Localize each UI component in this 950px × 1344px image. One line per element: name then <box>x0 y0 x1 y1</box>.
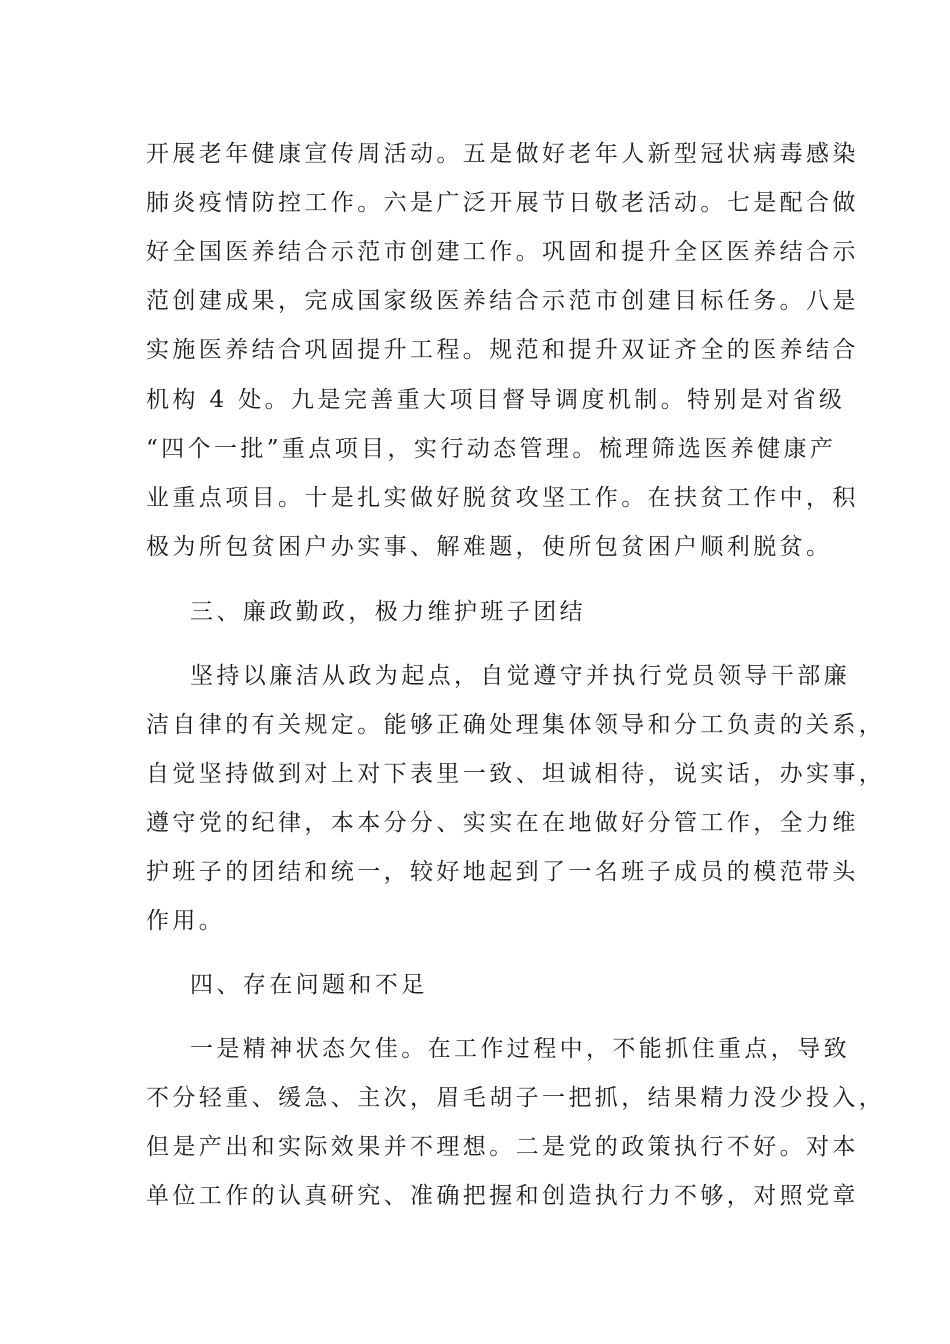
paragraph-line: 范创建成果，完成国家级医养结合示范市创建目标任务。八是 <box>146 288 859 314</box>
paragraph-line: 极为所包贫困户办实事、解难题，使所包贫困户顺利脱贫。 <box>146 534 833 560</box>
paragraph-line: 一是精神状态欠佳。在工作过程中，不能抓住重点，导致 <box>190 1036 850 1062</box>
section-heading-3: 三、廉政勤政，极力维护班子团结 <box>190 599 586 625</box>
paragraph-line: 机构 4 处。九是完善重大项目督导调度机制。特别是对省级 <box>146 387 846 413</box>
paragraph-line: 洁自律的有关规定。能够正确处理集体领导和分工负责的关系， <box>146 712 886 738</box>
section-heading-4: 四、存在问题和不足 <box>190 972 428 998</box>
paragraph-line: 单位工作的认真研究、准确把握和创造执行力不够，对照党章 <box>146 1183 859 1209</box>
paragraph-line: 业重点项目。十是扎实做好脱贫攻坚工作。在扶贫工作中，积 <box>146 485 859 511</box>
paragraph-line: 肺炎疫情防控工作。六是广泛开展节日敬老活动。七是配合做 <box>146 190 859 216</box>
paragraph-line: 自觉坚持做到对上对下表里一致、坦诚相待，说实话，办实事， <box>146 761 886 787</box>
paragraph-line: 护班子的团结和统一，较好地起到了一名班子成员的模范带头 <box>146 859 859 885</box>
paragraph-line: “四个一批”重点项目，实行动态管理。梳理筛选医养健康产 <box>146 436 837 462</box>
paragraph-line: 坚持以廉洁从政为起点，自觉遵守并执行党员领导干部廉 <box>190 663 850 689</box>
paragraph-line: 但是产出和实际效果并不理想。二是党的政策执行不好。对本 <box>146 1134 859 1160</box>
paragraph-line: 遵守党的纪律，本本分分、实实在在地做好分管工作，全力维 <box>146 810 859 836</box>
paragraph-line: 实施医养结合巩固提升工程。规范和提升双证齐全的医养结合 <box>146 337 859 363</box>
paragraph-line: 不分轻重、缓急、主次，眉毛胡子一把抓，结果精力没少投入， <box>146 1085 886 1111</box>
paragraph-line: 好全国医养结合示范市创建工作。巩固和提升全区医养结合示 <box>146 239 859 265</box>
paragraph-line: 作用。 <box>146 908 226 934</box>
paragraph-line: 开展老年健康宣传周活动。五是做好老年人新型冠状病毒感染 <box>146 141 859 167</box>
